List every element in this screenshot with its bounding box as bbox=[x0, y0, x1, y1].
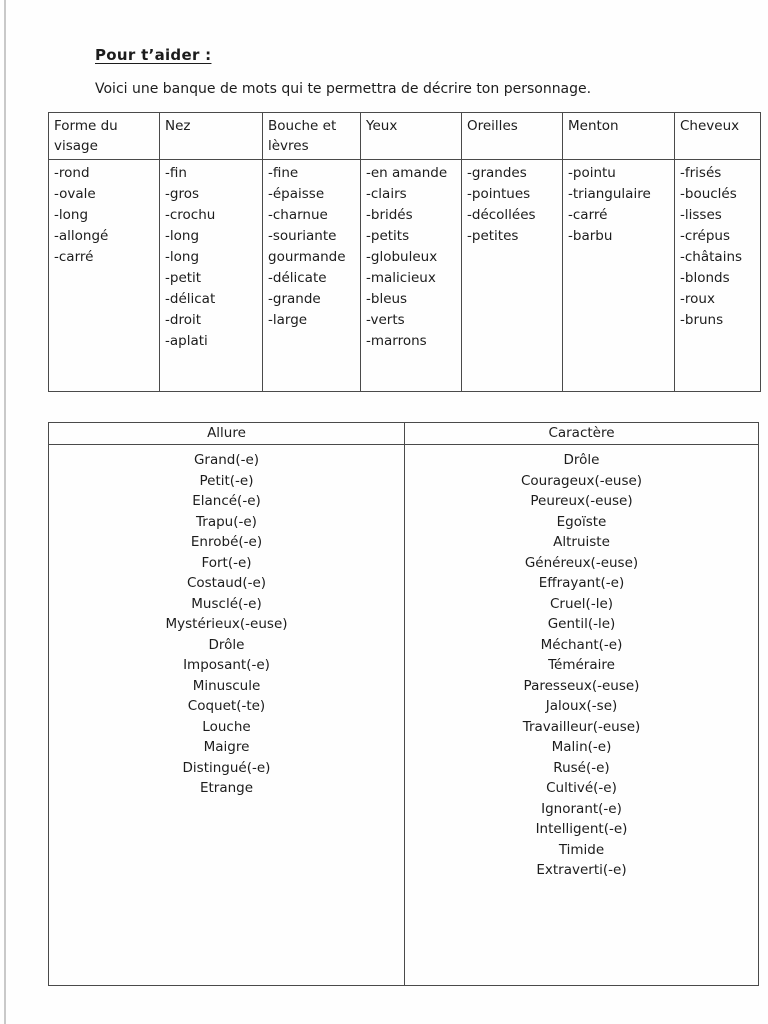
list-item: Drôle bbox=[208, 636, 245, 653]
list-item: -crépus bbox=[680, 228, 731, 244]
word-list-forme-du-visage bbox=[49, 160, 160, 392]
list-item: -en amande bbox=[366, 165, 448, 181]
list-item: Intelligent(-e) bbox=[535, 821, 628, 837]
list-item: -bouclés bbox=[680, 186, 737, 202]
list-item: -fine bbox=[268, 165, 299, 181]
column-header-forme-du-visage: Forme du visage bbox=[49, 113, 160, 160]
list-item: -malicieux bbox=[366, 270, 436, 286]
intro-text: Voici une banque de mots qui te permettra de décrire ton personnage. bbox=[95, 81, 592, 97]
column-header-allure: Allure bbox=[49, 423, 405, 445]
list-item: -frisés bbox=[680, 165, 722, 181]
list-item: -large bbox=[268, 312, 308, 328]
list-item: Rusé(-e) bbox=[553, 759, 610, 776]
list-item: -charnue bbox=[268, 207, 328, 223]
list-item: -bleus bbox=[366, 291, 408, 307]
list-item: Mystérieux(-euse) bbox=[165, 616, 288, 632]
list-item: Méchant(-e) bbox=[540, 636, 623, 653]
list-item: Drôle bbox=[563, 452, 600, 468]
list-item: Enrobé(-e) bbox=[190, 534, 263, 550]
list-item: -globuleux bbox=[366, 249, 438, 265]
list-item: Fort(-e) bbox=[201, 554, 252, 571]
list-item: Trapu(-e) bbox=[196, 513, 257, 530]
list-item: Courageux(-euse) bbox=[520, 472, 643, 489]
list-item: -barbu bbox=[568, 228, 613, 244]
word-bank-header-row bbox=[49, 113, 761, 160]
column-header-bouche-et-levres: Bouche et lèvres bbox=[263, 113, 361, 160]
list-item: Maigre bbox=[203, 739, 250, 755]
word-list-nez bbox=[160, 160, 263, 392]
list-item: -verts bbox=[366, 312, 405, 328]
list-item: Paresseux(-euse) bbox=[523, 677, 640, 694]
word-list-bouche-et-levres bbox=[263, 160, 361, 392]
list-item: -délicat bbox=[165, 291, 216, 307]
list-item: Peureux(-euse) bbox=[530, 493, 633, 509]
list-item: Extraverti(-e) bbox=[536, 862, 627, 878]
list-item: -allongé bbox=[54, 228, 109, 244]
list-item: Cultivé(-e) bbox=[546, 780, 617, 796]
list-item: -petit bbox=[165, 270, 202, 286]
list-item: Costaud(-e) bbox=[186, 575, 267, 591]
list-item: -crochu bbox=[165, 207, 216, 223]
list-item: -souriante bbox=[268, 228, 337, 244]
word-list-menton bbox=[563, 160, 675, 392]
list-item: -grande bbox=[268, 291, 321, 307]
list-item: -clairs bbox=[366, 186, 407, 202]
word-bank-table bbox=[48, 112, 761, 392]
list-item: -triangulaire bbox=[568, 186, 651, 202]
column-header-yeux: Yeux bbox=[361, 113, 462, 160]
column-header-nez: Nez bbox=[160, 113, 263, 160]
list-item: -châtains bbox=[680, 249, 743, 265]
list-item: -lisses bbox=[680, 207, 722, 223]
list-item: Egoïste bbox=[556, 513, 607, 530]
list-item: -long bbox=[165, 249, 200, 265]
column-header-cheveux: Cheveux bbox=[675, 113, 761, 160]
list-item: Travailleur(-euse) bbox=[522, 718, 641, 735]
list-item: Généreux(-euse) bbox=[524, 554, 639, 571]
list-item: Petit(-e) bbox=[199, 472, 254, 489]
list-item: Cruel(-le) bbox=[549, 595, 614, 612]
list-item: -gros bbox=[165, 186, 199, 202]
column-header-menton: Menton bbox=[563, 113, 675, 160]
traits-header-row bbox=[49, 423, 759, 445]
list-item: gourmande bbox=[268, 249, 346, 265]
list-item: Téméraire bbox=[548, 657, 615, 673]
list-item: -long bbox=[54, 207, 89, 223]
column-header-caractere: Caractère bbox=[405, 423, 759, 445]
list-item: Altruiste bbox=[553, 534, 610, 550]
list-item: Grand(-e) bbox=[193, 452, 260, 468]
list-item: -carré bbox=[568, 207, 608, 223]
list-item: Elancé(-e) bbox=[192, 493, 261, 509]
list-item: -droit bbox=[165, 312, 201, 328]
list-item: Etrange bbox=[199, 780, 254, 796]
list-item: -marrons bbox=[366, 333, 427, 349]
list-item: Timide bbox=[558, 841, 605, 858]
traits-body-row bbox=[49, 445, 759, 986]
list-item: -grandes bbox=[467, 165, 527, 181]
list-item: -long bbox=[165, 228, 200, 244]
list-item: -aplati bbox=[165, 333, 208, 349]
column-header-oreilles: Oreilles bbox=[462, 113, 563, 160]
list-item: -bridés bbox=[366, 207, 413, 223]
list-item: Coquet(-te) bbox=[187, 698, 266, 714]
traits-table bbox=[48, 422, 759, 986]
list-item: -blonds bbox=[680, 270, 730, 286]
list-item: -épaisse bbox=[268, 186, 325, 202]
list-item: Gentil(-le) bbox=[547, 616, 616, 632]
list-item: Distingué(-e) bbox=[182, 759, 271, 776]
list-item: -petits bbox=[366, 228, 410, 244]
list-item: -pointues bbox=[467, 186, 531, 202]
list-item: -décollées bbox=[467, 207, 536, 223]
trait-list-caractere bbox=[405, 445, 759, 986]
list-item: -fin bbox=[165, 165, 187, 181]
list-item: -carré bbox=[54, 249, 94, 265]
list-item: Jaloux(-se) bbox=[545, 698, 618, 714]
list-item: Minuscule bbox=[192, 677, 261, 694]
list-item: Louche bbox=[202, 718, 251, 735]
page-title: Pour t’aider : bbox=[95, 46, 212, 64]
word-list-cheveux bbox=[675, 160, 761, 392]
list-item: -pointu bbox=[568, 165, 616, 181]
list-item: -ovale bbox=[54, 186, 96, 202]
word-bank-body-row bbox=[49, 160, 761, 392]
word-list-yeux bbox=[361, 160, 462, 392]
list-item: Malin(-e) bbox=[551, 739, 612, 755]
list-item: -bruns bbox=[680, 312, 724, 328]
scan-edge-artifact bbox=[4, 0, 6, 1024]
word-list-oreilles bbox=[462, 160, 563, 392]
trait-list-allure bbox=[49, 445, 405, 986]
list-item: Musclé(-e) bbox=[191, 595, 262, 612]
list-item: -petites bbox=[467, 228, 519, 244]
list-item: -roux bbox=[680, 291, 715, 307]
list-item: Ignorant(-e) bbox=[541, 800, 622, 817]
list-item: Effrayant(-e) bbox=[538, 575, 625, 591]
list-item: -rond bbox=[54, 165, 90, 181]
list-item: -délicate bbox=[268, 270, 327, 286]
list-item: Imposant(-e) bbox=[183, 657, 270, 673]
